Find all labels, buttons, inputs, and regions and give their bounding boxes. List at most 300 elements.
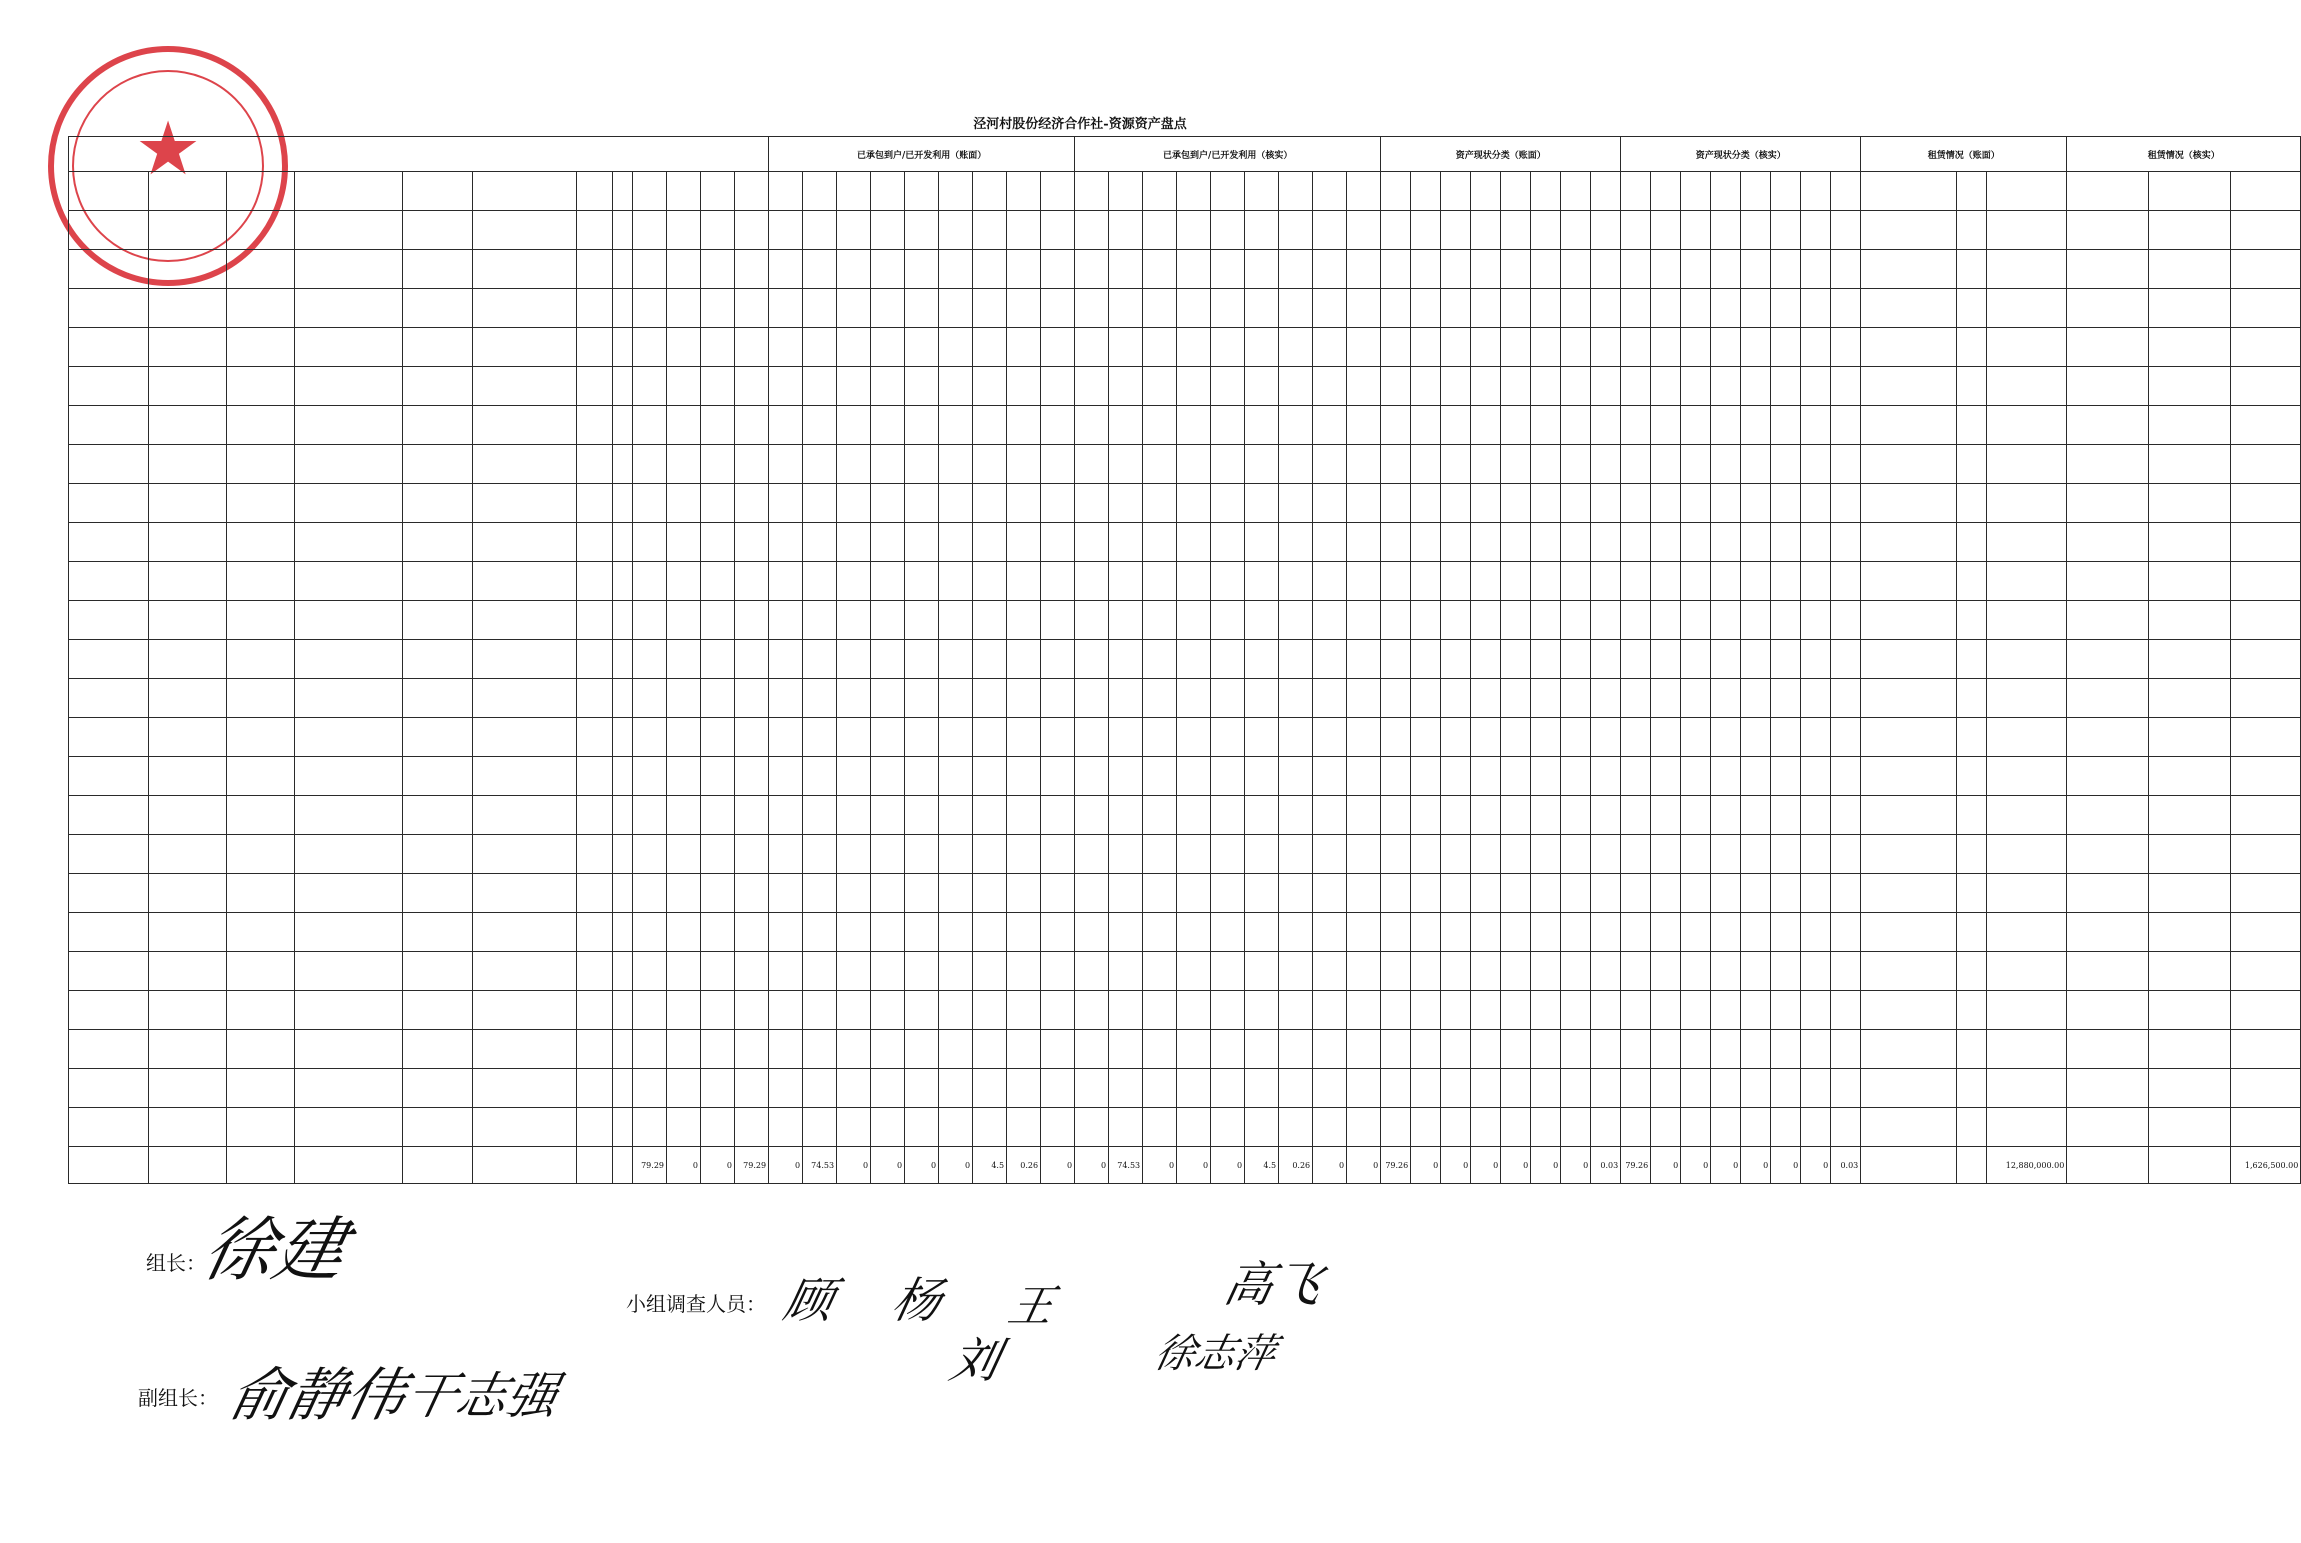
table-cell <box>1741 679 1771 718</box>
table-cell <box>1245 211 1279 250</box>
table-cell <box>803 523 837 562</box>
table-cell <box>1441 874 1471 913</box>
table-cell <box>1007 211 1041 250</box>
table-cell <box>701 562 735 601</box>
table-cell <box>1381 328 1411 367</box>
table-cell <box>2067 991 2149 1030</box>
table-cell <box>1441 406 1471 445</box>
deputy-leader-label: 副组长： <box>138 1386 218 1410</box>
table-cell <box>1143 913 1177 952</box>
table-cell <box>1041 991 1075 1030</box>
table-cell <box>1313 523 1347 562</box>
table-cell <box>149 445 227 484</box>
table-cell <box>1987 445 2067 484</box>
table-cell <box>973 757 1007 796</box>
table-cell <box>2067 445 2149 484</box>
column-header <box>149 172 227 211</box>
column-header <box>1075 172 1109 211</box>
table-cell <box>701 679 735 718</box>
table-cell <box>1861 601 1957 640</box>
table-cell <box>1591 757 1621 796</box>
table-cell <box>1987 913 2067 952</box>
table-cell <box>1245 991 1279 1030</box>
table-cell <box>803 328 837 367</box>
table-cell <box>1211 1108 1245 1147</box>
table-cell <box>1143 406 1177 445</box>
table-cell <box>1279 718 1313 757</box>
table-cell <box>1313 1069 1347 1108</box>
total-cell <box>577 1147 613 1184</box>
total-cell: 0 <box>939 1147 973 1184</box>
table-cell <box>667 445 701 484</box>
table-cell <box>1741 952 1771 991</box>
table-cell <box>939 523 973 562</box>
table-cell <box>613 991 633 1030</box>
table-cell <box>1411 1030 1441 1069</box>
table-cell <box>1591 289 1621 328</box>
seal-star-icon: ★ <box>134 106 202 192</box>
table-cell <box>1711 757 1741 796</box>
table-cell <box>837 718 871 757</box>
table-cell <box>1501 952 1531 991</box>
table-cell <box>2067 913 2149 952</box>
total-cell: 79.29 <box>735 1147 769 1184</box>
table-cell <box>1831 367 1861 406</box>
table-cell <box>1831 874 1861 913</box>
table-cell <box>735 211 769 250</box>
table-cell <box>577 718 613 757</box>
table-cell <box>939 250 973 289</box>
table-cell <box>701 328 735 367</box>
table-cell <box>667 289 701 328</box>
table-cell <box>2231 367 2301 406</box>
column-header <box>973 172 1007 211</box>
column-header <box>803 172 837 211</box>
table-cell <box>1861 1069 1957 1108</box>
table-cell <box>837 913 871 952</box>
table-cell <box>633 835 667 874</box>
total-cell: 0 <box>1681 1147 1711 1184</box>
table-cell <box>1861 445 1957 484</box>
table-cell <box>1279 211 1313 250</box>
table-cell <box>1771 874 1801 913</box>
table-cell <box>1987 640 2067 679</box>
table-cell <box>2149 445 2231 484</box>
table-cell <box>1211 289 1245 328</box>
table-cell <box>1987 991 2067 1030</box>
table-cell <box>1831 757 1861 796</box>
table-cell <box>905 796 939 835</box>
table-cell <box>1411 835 1441 874</box>
table-cell <box>1531 640 1561 679</box>
table-cell <box>1211 913 1245 952</box>
table-cell <box>403 328 473 367</box>
table-cell <box>1681 328 1711 367</box>
table-cell <box>2067 640 2149 679</box>
total-cell: 0 <box>1501 1147 1531 1184</box>
table-cell <box>2067 328 2149 367</box>
table-cell <box>1957 328 1987 367</box>
table-cell <box>473 601 577 640</box>
table-cell <box>69 991 149 1030</box>
table-cell <box>1177 601 1211 640</box>
table-cell <box>1831 952 1861 991</box>
table-cell <box>1381 523 1411 562</box>
table-cell <box>1411 913 1441 952</box>
table-cell <box>1681 913 1711 952</box>
table-cell <box>973 1069 1007 1108</box>
table-cell <box>905 1030 939 1069</box>
table-cell <box>803 718 837 757</box>
table-row <box>69 1069 2301 1108</box>
table-cell <box>769 640 803 679</box>
table-cell <box>667 211 701 250</box>
total-cell: 0 <box>837 1147 871 1184</box>
table-cell <box>473 952 577 991</box>
table-cell <box>227 874 295 913</box>
table-cell <box>1831 250 1861 289</box>
table-cell <box>1771 523 1801 562</box>
table-cell <box>577 640 613 679</box>
table-cell <box>1957 718 1987 757</box>
table-cell <box>1279 1069 1313 1108</box>
table-cell <box>1177 757 1211 796</box>
table-cell <box>2149 874 2231 913</box>
table-cell <box>1621 991 1651 1030</box>
table-cell <box>1245 1030 1279 1069</box>
table-cell <box>2231 1069 2301 1108</box>
table-cell <box>1381 1069 1411 1108</box>
table-cell <box>1109 913 1143 952</box>
table-cell <box>769 796 803 835</box>
table-cell <box>1561 952 1591 991</box>
table-cell <box>1987 484 2067 523</box>
table-cell <box>473 835 577 874</box>
table-cell <box>1531 562 1561 601</box>
table-cell <box>939 718 973 757</box>
table-cell <box>1007 562 1041 601</box>
table-cell <box>803 835 837 874</box>
table-cell <box>735 718 769 757</box>
total-cell: 0 <box>1041 1147 1075 1184</box>
table-cell <box>701 640 735 679</box>
table-cell <box>1313 445 1347 484</box>
table-cell <box>1471 835 1501 874</box>
table-cell <box>735 679 769 718</box>
table-cell <box>1007 328 1041 367</box>
table-cell <box>1075 874 1109 913</box>
table-cell <box>1861 328 1957 367</box>
table-cell <box>803 562 837 601</box>
table-cell <box>69 796 149 835</box>
table-cell <box>667 640 701 679</box>
table-cell <box>905 211 939 250</box>
table-cell <box>473 211 577 250</box>
table-cell <box>1621 445 1651 484</box>
table-cell <box>701 523 735 562</box>
table-cell <box>295 250 403 289</box>
table-cell <box>1143 1069 1177 1108</box>
column-header <box>871 172 905 211</box>
table-cell <box>577 445 613 484</box>
table-cell <box>1651 367 1681 406</box>
table-cell <box>2231 562 2301 601</box>
table-cell <box>613 679 633 718</box>
table-cell <box>1957 679 1987 718</box>
table-cell <box>1109 952 1143 991</box>
table-cell <box>1501 367 1531 406</box>
table-cell <box>69 484 149 523</box>
table-cell <box>735 1069 769 1108</box>
table-row <box>69 835 2301 874</box>
table-cell <box>1531 445 1561 484</box>
table-cell <box>613 640 633 679</box>
table-cell <box>1591 367 1621 406</box>
table-cell <box>735 484 769 523</box>
table-row <box>69 1108 2301 1147</box>
table-cell <box>1591 952 1621 991</box>
table-cell <box>1861 406 1957 445</box>
table-cell <box>633 796 667 835</box>
table-cell <box>1177 640 1211 679</box>
table-cell <box>1771 718 1801 757</box>
table-cell <box>2149 523 2231 562</box>
table-cell <box>1621 484 1651 523</box>
table-cell <box>633 523 667 562</box>
table-cell <box>769 601 803 640</box>
table-cell <box>149 211 227 250</box>
table-cell <box>69 718 149 757</box>
column-header <box>1313 172 1347 211</box>
table-cell <box>1987 328 2067 367</box>
table-cell <box>905 406 939 445</box>
table-cell <box>403 952 473 991</box>
table-cell <box>2067 562 2149 601</box>
table-cell <box>905 757 939 796</box>
table-cell <box>701 289 735 328</box>
table-cell <box>1651 406 1681 445</box>
table-cell <box>1279 562 1313 601</box>
table-cell <box>1143 328 1177 367</box>
table-cell <box>295 1069 403 1108</box>
table-cell <box>69 328 149 367</box>
investigator-signature-5: 刘 <box>945 1333 1006 1389</box>
table-cell <box>803 484 837 523</box>
table-cell <box>1411 952 1441 991</box>
table-cell <box>701 835 735 874</box>
table-cell <box>667 1069 701 1108</box>
table-cell <box>701 601 735 640</box>
table-cell <box>227 718 295 757</box>
column-header <box>1347 172 1381 211</box>
table-cell <box>1741 250 1771 289</box>
table-cell <box>1957 367 1987 406</box>
table-cell <box>939 211 973 250</box>
table-cell <box>1411 289 1441 328</box>
table-cell <box>871 250 905 289</box>
table-cell <box>973 601 1007 640</box>
table-row <box>69 796 2301 835</box>
table-cell <box>1041 796 1075 835</box>
table-cell <box>473 874 577 913</box>
table-cell <box>1279 640 1313 679</box>
table-cell <box>1279 1030 1313 1069</box>
table-cell <box>1411 328 1441 367</box>
table-cell <box>1411 445 1441 484</box>
table-cell <box>473 367 577 406</box>
table-cell <box>769 991 803 1030</box>
table-cell <box>1591 679 1621 718</box>
column-header <box>1531 172 1561 211</box>
table-cell <box>2149 367 2231 406</box>
table-cell <box>1831 484 1861 523</box>
table-cell <box>1561 289 1591 328</box>
table-cell <box>1041 367 1075 406</box>
table-cell <box>1501 289 1531 328</box>
table-cell <box>1347 406 1381 445</box>
table-row <box>69 484 2301 523</box>
table-cell <box>701 874 735 913</box>
table-cell <box>1711 991 1741 1030</box>
table-cell <box>613 445 633 484</box>
table-cell <box>1143 250 1177 289</box>
table-cell <box>1313 484 1347 523</box>
table-cell <box>1007 1108 1041 1147</box>
table-cell <box>939 1030 973 1069</box>
table-cell <box>735 913 769 952</box>
table-cell <box>577 835 613 874</box>
table-cell <box>1075 211 1109 250</box>
table-cell <box>473 484 577 523</box>
table-cell <box>905 679 939 718</box>
table-cell <box>905 367 939 406</box>
table-cell <box>1411 211 1441 250</box>
table-cell <box>1075 718 1109 757</box>
table-cell <box>871 1108 905 1147</box>
table-cell <box>1177 211 1211 250</box>
table-cell <box>403 874 473 913</box>
total-cell: 4.5 <box>1245 1147 1279 1184</box>
table-cell <box>1177 913 1211 952</box>
table-cell <box>227 796 295 835</box>
table-cell <box>939 406 973 445</box>
table-cell <box>1143 796 1177 835</box>
table-cell <box>403 640 473 679</box>
table-cell <box>871 796 905 835</box>
table-cell <box>973 367 1007 406</box>
table-cell <box>1801 1030 1831 1069</box>
table-cell <box>1143 484 1177 523</box>
column-header <box>1211 172 1245 211</box>
table-cell <box>633 952 667 991</box>
table-cell <box>667 913 701 952</box>
table-cell <box>633 1069 667 1108</box>
table-cell <box>2231 484 2301 523</box>
table-cell <box>1651 640 1681 679</box>
table-cell <box>1007 250 1041 289</box>
table-cell <box>403 1030 473 1069</box>
table-cell <box>1245 640 1279 679</box>
table-cell <box>1957 289 1987 328</box>
table-cell <box>633 406 667 445</box>
column-header <box>2067 172 2149 211</box>
investigators-label: 小组调查人员： <box>626 1292 766 1316</box>
table-cell <box>473 913 577 952</box>
table-cell <box>473 991 577 1030</box>
table-cell <box>1681 406 1711 445</box>
column-header <box>1501 172 1531 211</box>
table-cell <box>1177 484 1211 523</box>
table-cell <box>1007 835 1041 874</box>
column-header <box>633 172 667 211</box>
table-cell <box>69 913 149 952</box>
table-cell <box>69 1069 149 1108</box>
table-cell <box>1211 1030 1245 1069</box>
table-cell <box>473 523 577 562</box>
total-cell <box>613 1147 633 1184</box>
table-group-header-row <box>69 137 2301 172</box>
table-cell <box>1501 874 1531 913</box>
table-cell <box>1861 679 1957 718</box>
table-cell <box>1591 796 1621 835</box>
table-cell <box>837 601 871 640</box>
table-cell <box>1471 757 1501 796</box>
table-cell <box>1591 445 1621 484</box>
table-cell <box>1741 718 1771 757</box>
table-cell <box>2149 679 2231 718</box>
table-cell <box>1651 1069 1681 1108</box>
table-cell <box>667 250 701 289</box>
table-cell <box>1531 913 1561 952</box>
table-cell <box>1741 796 1771 835</box>
table-cell <box>577 289 613 328</box>
table-cell <box>837 952 871 991</box>
table-cell <box>1313 796 1347 835</box>
table-cell <box>769 952 803 991</box>
table-cell <box>1531 1069 1561 1108</box>
table-cell <box>1957 484 1987 523</box>
table-cell <box>973 250 1007 289</box>
table-cell <box>1177 445 1211 484</box>
table-cell <box>1313 406 1347 445</box>
table-cell <box>735 250 769 289</box>
table-cell <box>803 445 837 484</box>
table-cell <box>1561 367 1591 406</box>
table-cell <box>803 1069 837 1108</box>
table-cell <box>1741 367 1771 406</box>
table-cell <box>1957 835 1987 874</box>
table-cell <box>939 757 973 796</box>
table-cell <box>1211 211 1245 250</box>
table-cell <box>1591 211 1621 250</box>
table-cell <box>973 1108 1007 1147</box>
table-cell <box>295 952 403 991</box>
table-cell <box>1109 367 1143 406</box>
group-header-6: 租赁情况（核实） <box>2067 137 2301 172</box>
table-cell <box>1651 601 1681 640</box>
table-cell <box>769 562 803 601</box>
table-cell <box>473 328 577 367</box>
column-header <box>1561 172 1591 211</box>
table-cell <box>1109 250 1143 289</box>
table-cell <box>403 367 473 406</box>
table-cell <box>1143 1030 1177 1069</box>
table-cell <box>633 367 667 406</box>
table-cell <box>577 601 613 640</box>
table-cell <box>1741 991 1771 1030</box>
table-cell <box>837 211 871 250</box>
table-cell <box>1143 523 1177 562</box>
